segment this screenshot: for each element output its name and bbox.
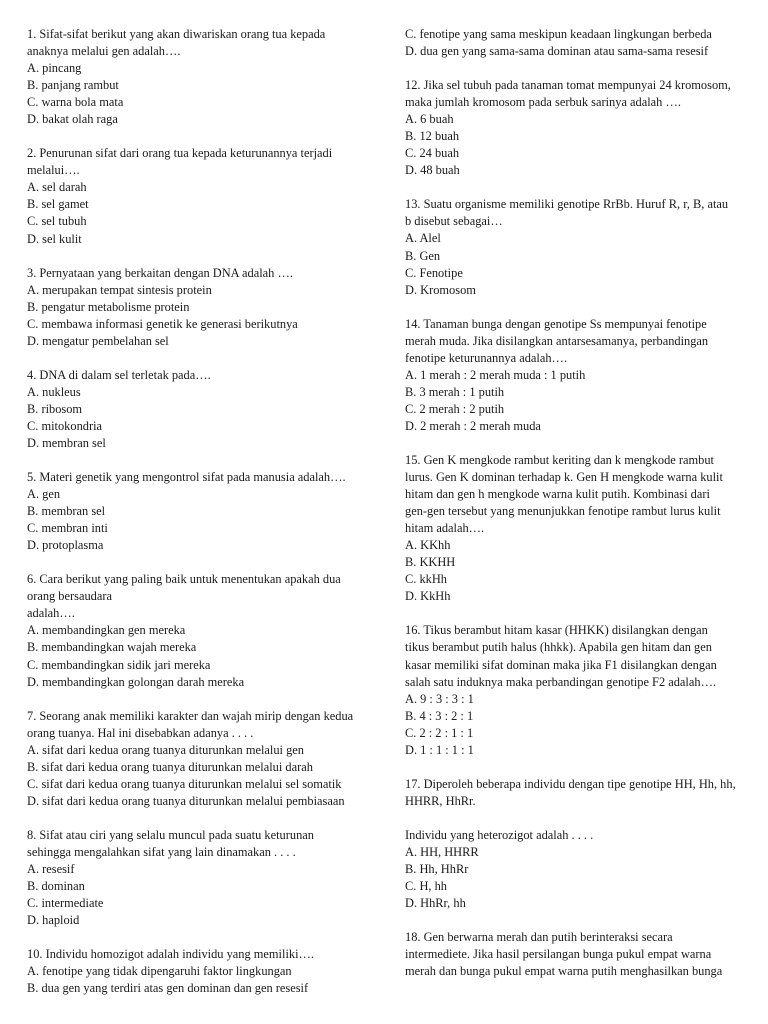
question-block (27, 708, 372, 810)
question-line: D. sifat dari kedua orang tuanya diturunkan melalui pembiasaan (27, 793, 345, 808)
question-text: C. fenotipe yang sama meskipun keadaan lingkungan berbeda (405, 27, 712, 41)
question-text: 3. Pernyataan yang berkaitan dengan DNA adalah …. (27, 265, 293, 280)
question-line: D. Kromosom (405, 282, 476, 297)
question-line: B. dominan (27, 879, 85, 894)
question-line: salah satu induknya maka perbandingan genotipe F2 adalah…. (405, 674, 717, 689)
question-line: A. sel darah (27, 180, 87, 195)
question-line: B. membandingkan wajah mereka (27, 640, 197, 655)
question-block (405, 622, 750, 758)
question-line: B. sel gamet (27, 197, 89, 212)
question-block (405, 26, 750, 60)
question-line: A. membandingkan gen mereka (27, 623, 186, 638)
question-line: B. 3 merah : 1 putih (405, 384, 505, 399)
question-line: C. warna bola mata (27, 95, 124, 110)
question-line: b disebut sebagai… (405, 214, 503, 229)
question-line: C. 2 merah : 2 putih (405, 401, 505, 416)
question-line: C. 24 buah (405, 146, 460, 161)
question-text: Individu yang heterozigot adalah . . . . (405, 827, 594, 842)
question-line: A. KKhh (405, 538, 451, 553)
question-line: C. 2 : 2 : 1 : 1 (405, 725, 474, 740)
question-line: A. nukleus (27, 384, 81, 399)
question-line: D. haploid (27, 913, 80, 928)
question-line: gen-gen tersebut yang menunjukkan fenotipe rambut lurus kulit (405, 504, 721, 519)
question-text: 15. Gen K mengkode rambut keriting dan k mengkode rambut (405, 452, 715, 467)
question-line: orang bersaudara (27, 589, 112, 604)
question-line: fenotipe keturunannya adalah…. (405, 350, 568, 365)
question-text: 6. Cara berikut yang paling baik untuk menentukan apakah dua (27, 572, 341, 587)
question-block (405, 827, 750, 912)
question-line: B. ribosom (27, 401, 83, 416)
question-text: 18. Gen berwarna merah dan putih berinteraksi secara (405, 930, 673, 945)
question-line: C. membandingkan sidik jari mereka (27, 657, 211, 672)
question-line: D. 2 merah : 2 merah muda (405, 418, 541, 433)
question-line: intermediete. Jika hasil persilangan bunga pukul empat warna (405, 947, 712, 962)
question-line: hitam adalah…. (405, 521, 485, 536)
question-line: A. 6 buah (405, 112, 454, 127)
question-line: A. fenotipe yang tidak dipengaruhi faktor lingkungan (27, 964, 292, 979)
question-line: C. H, hh (405, 879, 447, 894)
question-line: adalah…. (27, 606, 75, 621)
question-block (405, 452, 750, 605)
question-line: D. 48 buah (405, 163, 460, 178)
question-line: D. mengatur pembelahan sel (27, 333, 169, 348)
question-line: B. Hh, HhRr (405, 861, 469, 876)
question-line: D. membandingkan golongan darah mereka (27, 674, 245, 689)
question-line: merah muda. Jika disilangkan antarsesamanya, perbandingan (405, 333, 709, 348)
question-line: A. merupakan tempat sintesis protein (27, 282, 212, 297)
question-line: A. 1 merah : 2 merah muda : 1 putih (405, 367, 586, 382)
left-column (27, 26, 372, 997)
question-text: 5. Materi genetik yang mengontrol sifat pada manusia adalah…. (27, 470, 346, 485)
question-line: C. sifat dari kedua orang tuanya diturunkan melalui sel somatik (27, 776, 342, 791)
question-line: C. mitokondria (27, 418, 103, 433)
question-line: D. KkHh (405, 589, 451, 604)
question-text: 7. Seorang anak memiliki karakter dan wajah mirip dengan kedua (27, 708, 354, 723)
question-line: C. Fenotipe (405, 265, 463, 280)
question-block (405, 77, 750, 179)
question-line: orang tuanya. Hal ini disebabkan adanya . . . . (27, 725, 254, 740)
question-text: 17. Diperoleh beberapa individu dengan tipe genotipe HH, Hh, hh, (405, 776, 736, 791)
question-line: A. sifat dari kedua orang tuanya diturunkan melalui gen (27, 742, 304, 757)
question-block (405, 776, 750, 810)
question-line: C. sel tubuh (27, 214, 87, 229)
question-line: maka jumlah kromosom pada serbuk sarinya adalah …. (405, 95, 681, 110)
question-text: 14. Tanaman bunga dengan genotipe Ss mempunyai fenotipe (405, 316, 707, 331)
question-line: D. protoplasma (27, 538, 104, 553)
question-line: B. 12 buah (405, 129, 460, 144)
question-line: D. sel kulit (27, 231, 82, 246)
question-line: B. pengatur metabolisme protein (27, 299, 190, 314)
question-line: melalui…. (27, 163, 80, 178)
question-text: 2. Penurunan sifat dari orang tua kepada keturunannya terjadi (27, 146, 333, 161)
question-text: 10. Individu homozigot adalah individu yang memiliki…. (27, 947, 315, 962)
question-block (405, 196, 750, 298)
question-line: D. HhRr, hh (405, 896, 466, 911)
question-line: B. membran sel (27, 504, 106, 519)
question-line: A. pincang (27, 61, 82, 76)
question-text: 13. Suatu organisme memiliki genotipe RrBb. Huruf R, r, B, atau (405, 197, 729, 212)
question-line: tikus berambut putih halus (hhkk). Apabila gen hitam dan gen (405, 640, 712, 655)
question-block (405, 316, 750, 435)
question-line: C. membawa informasi genetik ke generasi berikutnya (27, 316, 298, 331)
question-line: B. dua gen yang terdiri atas gen dominan dan gen resesif (27, 981, 309, 996)
question-line: lurus. Gen K dominan terhadap k. Gen H mengkode warna kulit (405, 470, 723, 485)
question-line: B. sifat dari kedua orang tuanya diturunkan melalui darah (27, 759, 313, 774)
question-block (27, 571, 372, 690)
question-line: anaknya melalui gen adalah…. (27, 44, 181, 59)
question-line: kasar memiliki sifat dominan maka jika F1 disilangkan dengan (405, 657, 717, 672)
question-text: 16. Tikus berambut hitam kasar (HHKK) disilangkan dengan (405, 623, 708, 638)
question-line: sehingga mengalahkan sifat yang lain dinamakan . . . . (27, 844, 296, 859)
question-line: B. 4 : 3 : 2 : 1 (405, 708, 474, 723)
question-line: B. KKHH (405, 555, 456, 570)
question-line: B. panjang rambut (27, 78, 119, 93)
question-line: D. membran sel (27, 435, 106, 450)
question-line: D. dua gen yang sama-sama dominan atau sama-sama resesif (405, 44, 709, 59)
question-line: B. Gen (405, 248, 441, 263)
question-line: A. Alel (405, 231, 441, 246)
question-line: C. membran inti (27, 521, 108, 536)
question-line: D. 1 : 1 : 1 : 1 (405, 742, 474, 757)
question-text: 4. DNA di dalam sel terletak pada…. (27, 367, 211, 382)
question-block (27, 827, 372, 929)
question-text: 8. Sifat atau ciri yang selalu muncul pada suatu keturunan (27, 827, 314, 842)
question-line: A. resesif (27, 861, 75, 876)
question-line: A. gen (27, 487, 61, 502)
question-block (27, 265, 372, 350)
question-line: C. intermediate (27, 896, 104, 911)
question-line: hitam dan gen h mengkode warna kulit putih. Kombinasi dari (405, 487, 710, 502)
question-block (27, 469, 372, 554)
question-line: A. 9 : 3 : 3 : 1 (405, 691, 474, 706)
question-block (405, 929, 750, 980)
question-block (27, 145, 372, 247)
question-line: D. bakat olah raga (27, 112, 118, 127)
question-block (27, 946, 372, 997)
question-block (27, 26, 372, 128)
question-text: 1. Sifat-sifat berikut yang akan diwariskan orang tua kepada (27, 27, 326, 41)
question-block (27, 367, 372, 452)
question-line: HHRR, HhRr. (405, 793, 476, 808)
question-text: 12. Jika sel tubuh pada tanaman tomat mempunyai 24 kromosom, (405, 78, 731, 93)
question-line: C. kkHh (405, 572, 447, 587)
question-line: A. HH, HHRR (405, 844, 479, 859)
right-column (405, 26, 750, 980)
question-line: merah dan bunga pukul empat warna putih menghasilkan bunga (405, 964, 723, 979)
